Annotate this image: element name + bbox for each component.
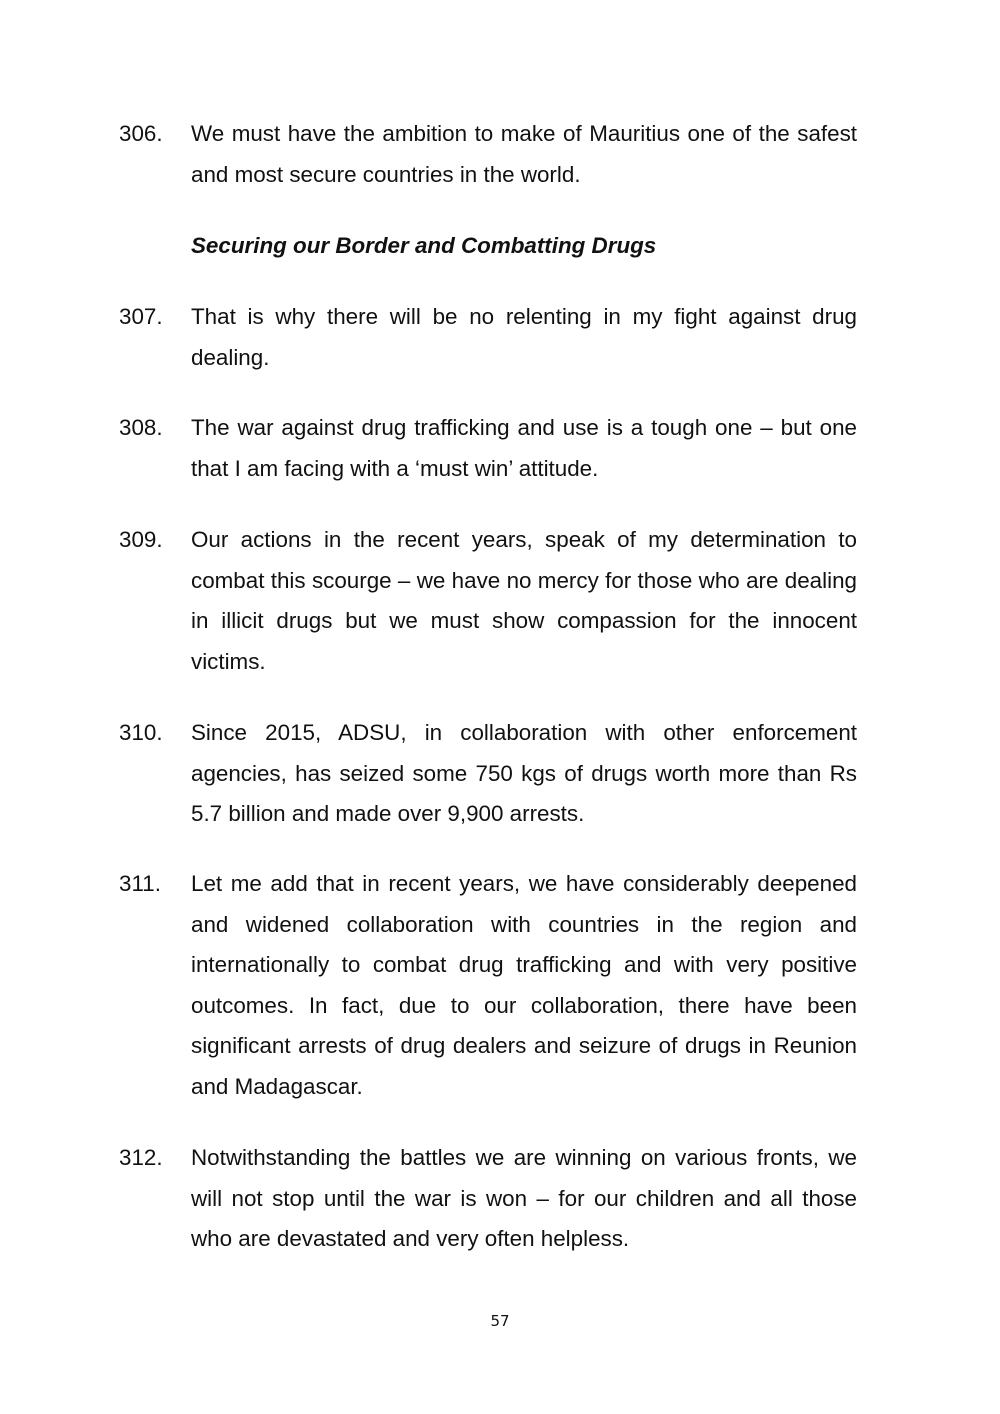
paragraph-text: Let me add that in recent years, we have considerably deepened and widened collaboration with countries in the region and internationally to combat drug trafficking and with very positive outcomes. In fact, due to our collaboration, there have been significant arrests of drug dealers and seizure of drugs in Reunion and Madagascar. (191, 871, 857, 1099)
section-heading: Securing our Border and Combatting Drugs (191, 233, 657, 258)
paragraph-309 (119, 520, 857, 682)
paragraph-307 (119, 297, 857, 378)
paragraph-text: Since 2015, ADSU, in collaboration with other enforcement agencies, has seized some 750 kgs of drugs worth more than Rs 5.7 billion and made over 9,900 arrests. (191, 720, 857, 827)
paragraph-308 (119, 408, 857, 489)
paragraph-number: 308. (119, 415, 163, 440)
page-number: 57 (490, 1312, 510, 1330)
paragraph-number: 311. (119, 871, 161, 896)
paragraph-number: 309. (119, 527, 163, 552)
paragraph-number: 306. (119, 121, 163, 146)
paragraph-number: 312. (119, 1145, 163, 1170)
paragraph-306 (119, 114, 857, 195)
paragraph-312 (119, 1138, 857, 1260)
paragraph-311 (119, 864, 857, 1108)
paragraph-text: The war against drug trafficking and use is a tough one – but one that I am facing with a ‘must win’ attitude. (191, 415, 857, 481)
paragraph-text: Our actions in the recent years, speak of my determination to combat this scourge – we have no mercy for those who are dealing in illicit drugs but we must show compassion for the innocent victims. (191, 527, 857, 674)
paragraph-number: 307. (119, 304, 163, 329)
paragraph-text: We must have the ambition to make of Mauritius one of the safest and most secure countries in the world. (191, 121, 857, 187)
paragraph-text: That is why there will be no relenting in my fight against drug dealing. (191, 304, 857, 370)
paragraph-text: Notwithstanding the battles we are winning on various fronts, we will not stop until the war is won – for our children and all those who are devastated and very often helpless. (191, 1145, 857, 1252)
paragraph-number: 310. (119, 720, 163, 745)
paragraph-310 (119, 713, 857, 835)
